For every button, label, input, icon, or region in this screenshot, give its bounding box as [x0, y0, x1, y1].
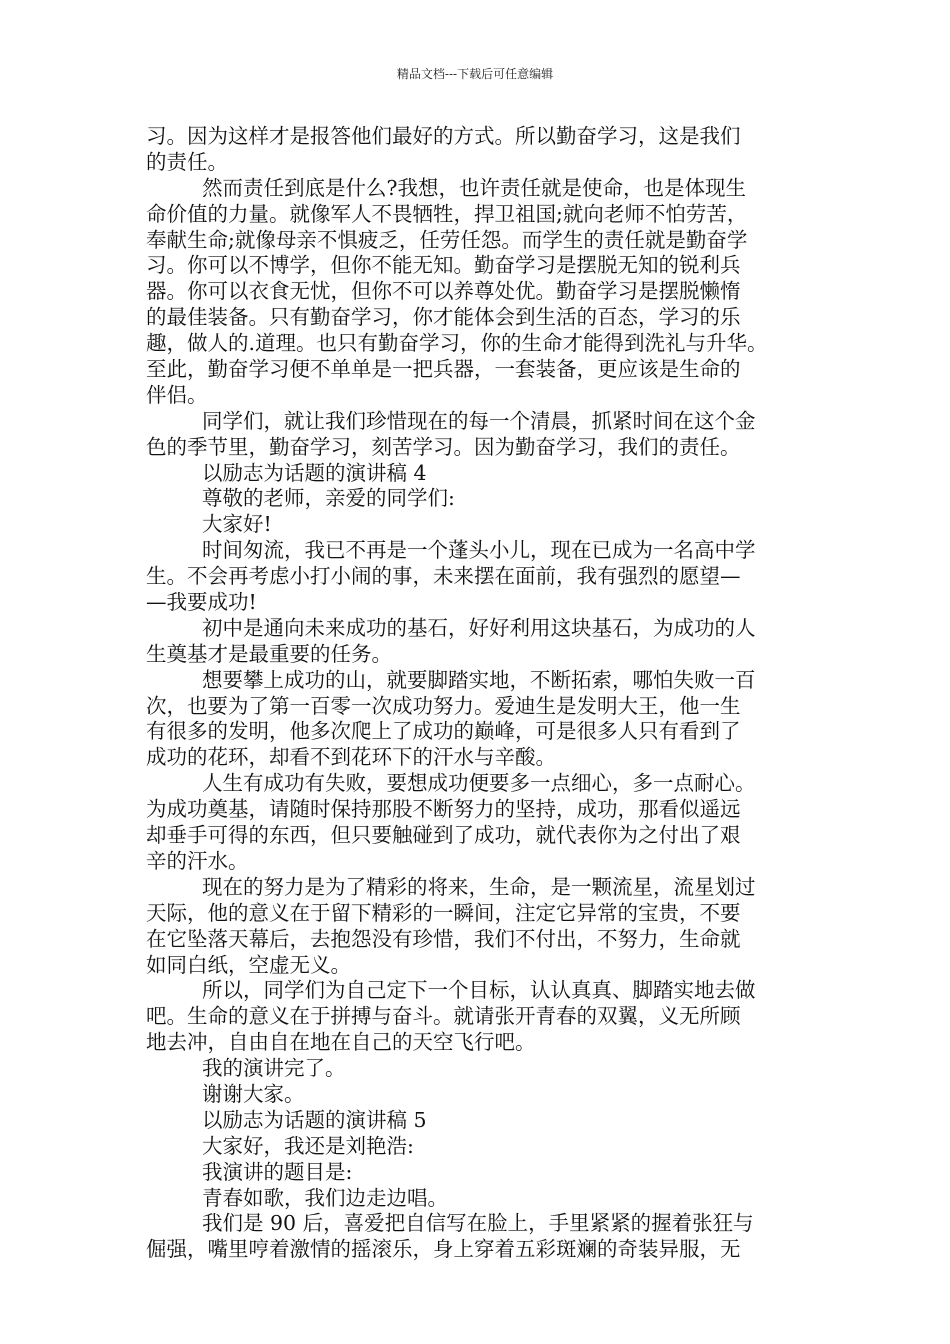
text-line: 有很多的发明，他多次爬上了成功的巅峰，可是很多人只有看到了 [146, 719, 741, 744]
text-line: 天际，他的意义在于留下精彩的一瞬间，注定它异常的宝贵，不要 [146, 900, 741, 925]
text-line: 生奠基才是最重要的任务。 [146, 641, 392, 666]
text-line: 次，也要为了第一百零一次成功努力。爱迪生是发明大王，他一生 [146, 693, 741, 718]
text-line: 至此，勤奋学习便不单单是一把兵器，一套装备，更应该是生命的 [146, 357, 741, 382]
text-line: 如同白纸，空虚无义。 [146, 952, 351, 977]
paragraph-first-line: 同学们，就让我们珍惜现在的每一个清晨，抓紧时间在这个金 [202, 408, 756, 433]
paragraph-first-line: 时间匆流，我已不再是一个蓬头小儿，现在已成为一名高中学 [202, 538, 756, 563]
paragraph-first-line: 所以，同学们为自己定下一个目标，认认真真、脚踏实地去做 [202, 978, 756, 1003]
paragraph-first-line: 青春如歌，我们边走边唱。 [202, 1185, 448, 1210]
paragraph-first-line: 谢谢大家。 [202, 1081, 305, 1106]
text-line: 的责任。 [146, 149, 228, 174]
paragraph-first-line: 人生有成功有失败，要想成功便要多一点细心，多一点耐心。 [202, 771, 756, 796]
section-title: 以励志为话题的演讲稿 4 [202, 460, 427, 485]
paragraph-first-line: 然而责任到底是什么?我想，也许责任就是使命，也是体现生 [202, 175, 746, 200]
text-line: —我要成功! [146, 590, 257, 615]
text-line: 成功的花环，却看不到花环下的汗水与辛酸。 [146, 745, 556, 770]
text-line: 吧。生命的意义在于拼搏与奋斗。就请张开青春的双翼，义无所顾 [146, 1004, 741, 1029]
text-line: 趣，做人的.道理。也只有勤奋学习，你的生命才能得到洗礼与升华。 [146, 331, 768, 356]
page-header: 精品文档---下载后可任意编辑 [396, 67, 554, 81]
greeting: 大家好，我还是刘艳浩: [202, 1133, 414, 1158]
document-body [146, 124, 810, 1263]
paragraph-first-line: 想要攀上成功的山，就要脚踏实地，不断拓索，哪怕失败一百 [202, 667, 756, 692]
salutation: 尊敬的老师，亲爱的同学们: [202, 486, 455, 511]
text-line: 在它坠落天幕后，去抱怨没有珍惜，我们不付出，不努力，生命就 [146, 926, 741, 951]
text-line: 伴侣。 [146, 382, 208, 407]
text-line: 倔强，嘴里哼着激情的摇滚乐，身上穿着五彩斑斓的奇装异服，无 [146, 1237, 741, 1262]
text-line: 的最佳装备。只有勤奋学习，你才能体会到生活的百态，学习的乐 [146, 305, 741, 330]
paragraph-first-line: 初中是通向未来成功的基石，好好利用这块基石，为成功的人 [202, 615, 756, 640]
text-line: 辛的汗水。 [146, 848, 249, 873]
text-line: 奉献生命;就像母亲不惧疲乏，任劳任怨。而学生的责任就是勤奋学 [146, 227, 748, 252]
text-line: 习。你可以不博学，但你不能无知。勤奋学习是摆脱无知的锐利兵 [146, 253, 741, 278]
text-line: 却垂手可得的东西，但只要触碰到了成功，就代表你为之付出了艰 [146, 823, 741, 848]
greeting: 大家好! [202, 512, 272, 537]
paragraph-first-line: 现在的努力是为了精彩的将来，生命，是一颗流星，流星划过 [202, 874, 756, 899]
text-line: 为成功奠基，请随时保持那股不断努力的坚持，成功，那看似遥远 [146, 797, 741, 822]
paragraph-first-line: 我的演讲完了。 [202, 1056, 346, 1081]
text-line: 地去冲，自由自在地在自己的天空飞行吧。 [146, 1030, 536, 1055]
text-line: 生。不会再考虑小打小闹的事，未来摆在面前，我有强烈的愿望— [146, 564, 741, 589]
text-line: 习。因为这样才是报答他们最好的方式。所以勤奋学习，这是我们 [146, 124, 741, 148]
section-title: 以励志为话题的演讲稿 5 [202, 1107, 427, 1132]
paragraph-first-line: 我们是 90 后，喜爱把自信写在脸上，手里紧紧的握着张狂与 [202, 1211, 754, 1236]
text-line: 色的季节里，勤奋学习，刻苦学习。因为勤奋学习，我们的责任。 [146, 434, 741, 459]
paragraph-first-line: 我演讲的题目是: [202, 1159, 353, 1184]
text-line: 器。你可以衣食无忧，但你不可以养尊处优。勤奋学习是摆脱懒惰 [146, 279, 741, 304]
text-line: 命价值的力量。就像军人不畏牺牲，捍卫祖国;就向老师不怕劳苦， [146, 201, 748, 226]
